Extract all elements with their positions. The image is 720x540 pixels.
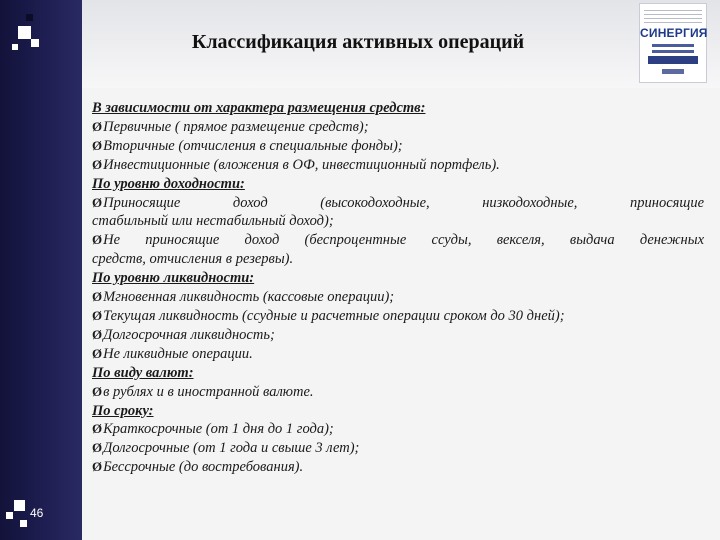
logo-band: [648, 56, 698, 64]
list-item: ØНе приносящие доход (беспроцентные ссуды, векселя, выдача денежных: [92, 232, 704, 249]
list-item: ØВторичные (отчисления в специальные фонды);: [92, 137, 403, 154]
arrow-bullet-icon: Ø: [92, 383, 103, 399]
university-crest-icon: [639, 3, 707, 83]
section-heading: По сроку:: [92, 402, 154, 419]
list-item: ØИнвестиционные (вложения в ОФ, инвестиционный портфель).: [92, 156, 500, 173]
decor-square: [14, 500, 25, 511]
arrow-bullet-icon: Ø: [92, 232, 103, 248]
list-item: ØКраткосрочные (от 1 дня до 1 года);: [92, 421, 334, 438]
decor-square: [18, 26, 31, 39]
arrow-bullet-icon: Ø: [92, 118, 103, 134]
arrow-bullet-icon: Ø: [92, 421, 103, 437]
list-item: ØТекущая ликвидность (ссудные и расчетные операции сроком до 30 дней);: [92, 307, 565, 324]
list-item: ØМгновенная ликвидность (кассовые операции);: [92, 289, 395, 306]
arrow-bullet-icon: Ø: [92, 326, 103, 342]
slide-title: Классификация активных операций: [191, 31, 525, 53]
logo-rule: [652, 50, 694, 53]
slide-body: [92, 99, 704, 477]
page-number: 46: [30, 506, 44, 520]
arrow-bullet-icon: Ø: [92, 137, 103, 153]
section-heading: В зависимости от характера размещения средств:: [92, 100, 426, 116]
arrow-bullet-icon: Ø: [92, 459, 103, 475]
decor-square: [6, 512, 13, 519]
decor-square: [12, 44, 18, 50]
logo-wordmark: СИНЕРГИЯ: [640, 26, 708, 40]
logo-rule: [652, 44, 694, 47]
list-item: ØПервичные ( прямое размещение средств);: [92, 118, 369, 135]
list-item: ØПриносящие доход (высокодоходные, низкодоходные, приносящие: [92, 194, 704, 211]
list-item: Øв рублях и в иностранной валюте.: [92, 383, 314, 400]
list-item: ØДолгосрочная ликвидность;: [92, 326, 275, 343]
arrow-bullet-icon: Ø: [92, 194, 103, 210]
decor-square: [31, 39, 39, 47]
arrow-bullet-icon: Ø: [92, 345, 103, 361]
arrow-bullet-icon: Ø: [92, 289, 103, 305]
section-heading: По виду валют:: [92, 364, 194, 381]
list-item-continuation: средств, отчисления в резервы).: [92, 251, 294, 268]
left-sidebar-band: [0, 0, 82, 540]
section-heading: По уровню ликвидности:: [92, 270, 255, 287]
decor-square: [26, 14, 33, 21]
list-item-continuation: стабильный или нестабильный доход);: [92, 213, 334, 230]
list-item: ØНе ликвидные операции.: [92, 345, 253, 362]
logo-top-lines: [644, 7, 702, 24]
arrow-bullet-icon: Ø: [92, 156, 103, 172]
arrow-bullet-icon: Ø: [92, 307, 103, 323]
section-heading: По уровню доходности:: [92, 175, 245, 192]
list-item: ØБессрочные (до востребования).: [92, 459, 304, 476]
list-item: ØДолгосрочные (от 1 года и свыше 3 лет);: [92, 440, 360, 457]
logo-mark: [662, 69, 684, 74]
decor-square: [20, 520, 27, 527]
arrow-bullet-icon: Ø: [92, 440, 103, 456]
